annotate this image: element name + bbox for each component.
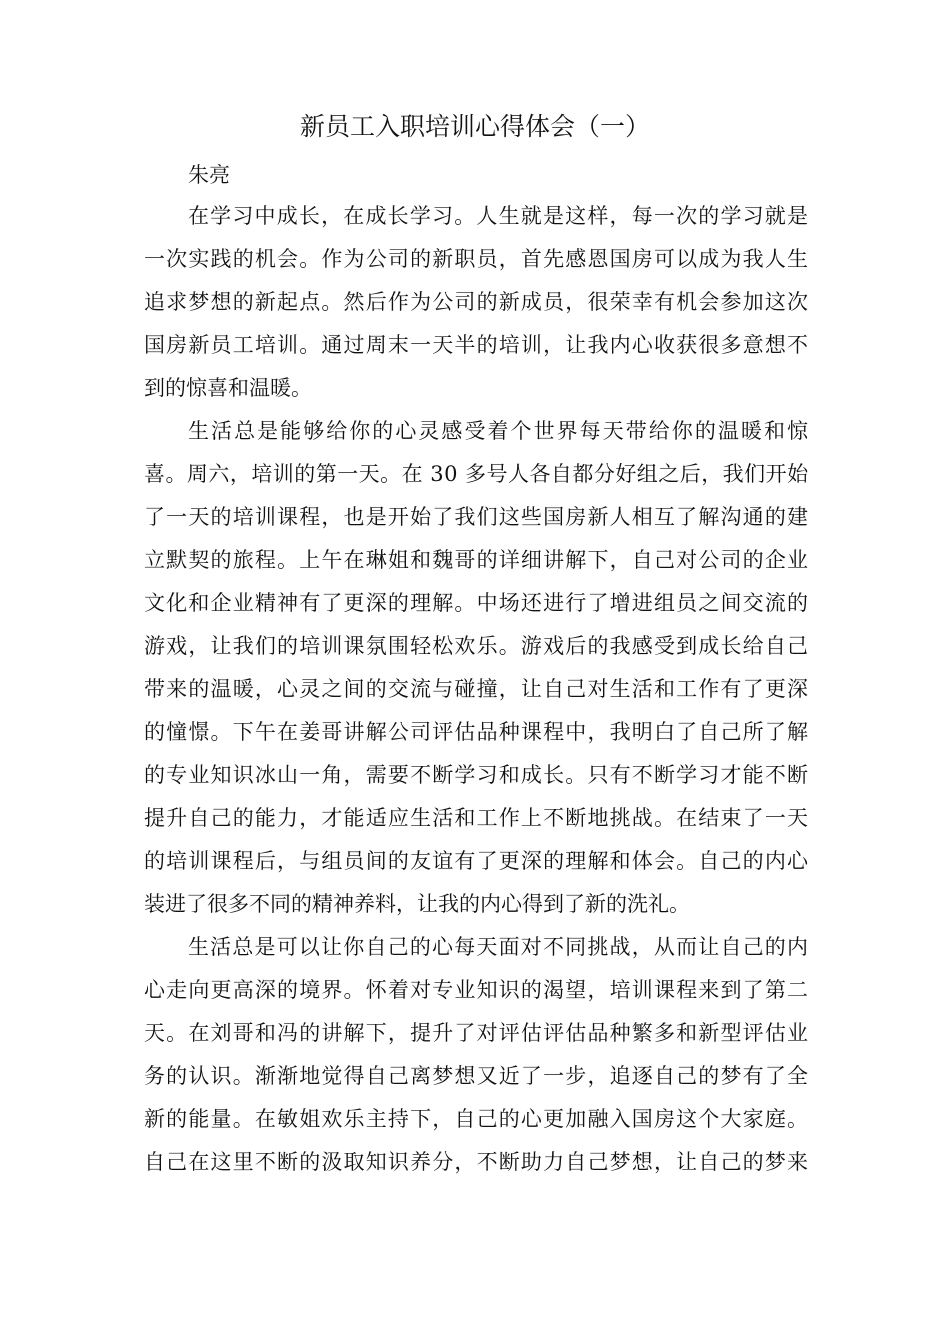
paragraph-line: 喜。周六，培训的第一天。在 30 多号人各自都分好组之后，我们开始 — [144, 462, 809, 486]
paragraph-line: 生活总是能够给你的心灵感受着个世界每天带给你的温暖和惊 — [188, 419, 811, 443]
paragraph-line: 了一天的培训课程，也是开始了我们这些国房新人相互了解沟通的建 — [144, 505, 810, 529]
paragraph-line: 立默契的旅程。上午在琳姐和魏哥的详细讲解下，自己对公司的企业 — [144, 548, 810, 572]
paragraph-line: 到的惊喜和温暖。 — [144, 376, 312, 400]
paragraph-line: 心走向更高深的境界。怀着对专业知识的渴望，培训课程来到了第二 — [144, 978, 810, 1002]
author-name: 朱亮 — [188, 163, 230, 187]
paragraph-line: 的专业知识冰山一角，需要不断学习和成长。只有不断学习才能不断 — [144, 763, 810, 787]
paragraph-line: 国房新员工培训。通过周末一天半的培训，让我内心收获很多意想不 — [144, 333, 810, 357]
paragraph-line: 天。在刘哥和冯的讲解下，提升了对评估评估品种繁多和新型评估业 — [144, 1021, 810, 1045]
paragraph-line: 提升自己的能力，才能适应生活和工作上不断地挑战。在结束了一天 — [144, 806, 810, 830]
paragraph-line: 一次实践的机会。作为公司的新职员，首先感恩国房可以成为我人生 — [144, 247, 810, 271]
document-title: 新员工入职培训心得体会（一） — [299, 112, 650, 141]
paragraph-line: 追求梦想的新起点。然后作为公司的新成员，很荣幸有机会参加这次 — [144, 290, 810, 314]
paragraph-line: 在学习中成长，在成长学习。人生就是这样，每一次的学习就是 — [188, 204, 810, 228]
paragraph-line: 的憧憬。下午在姜哥讲解公司评估品种课程中，我明白了自己所了解 — [144, 720, 810, 744]
paragraph-line: 生活总是可以让你自己的心每天面对不同挑战，从而让自己的内 — [188, 935, 810, 959]
paragraph-line: 游戏，让我们的培训课氛围轻松欢乐。游戏后的我感受到成长给自己 — [144, 634, 810, 658]
paragraph-line: 自己在这里不断的汲取知识养分，不断助力自己梦想，让自己的梦来 — [144, 1150, 810, 1174]
paragraph-line: 文化和企业精神有了更深的理解。中场还进行了增进组员之间交流的 — [144, 591, 810, 615]
paragraph-line: 带来的温暖，心灵之间的交流与碰撞，让自己对生活和工作有了更深 — [144, 677, 810, 701]
paragraph-line: 的培训课程后，与组员间的友谊有了更深的理解和体会。自己的内心 — [144, 849, 810, 873]
paragraph-line: 装进了很多不同的精神养料，让我的内心得到了新的洗礼。 — [144, 892, 690, 916]
paragraph-line: 务的认识。渐渐地觉得自己离梦想又近了一步，追逐自己的梦有了全 — [144, 1064, 810, 1088]
paragraph-line: 新的能量。在敏姐欢乐主持下，自己的心更加融入国房这个大家庭。 — [144, 1107, 810, 1131]
